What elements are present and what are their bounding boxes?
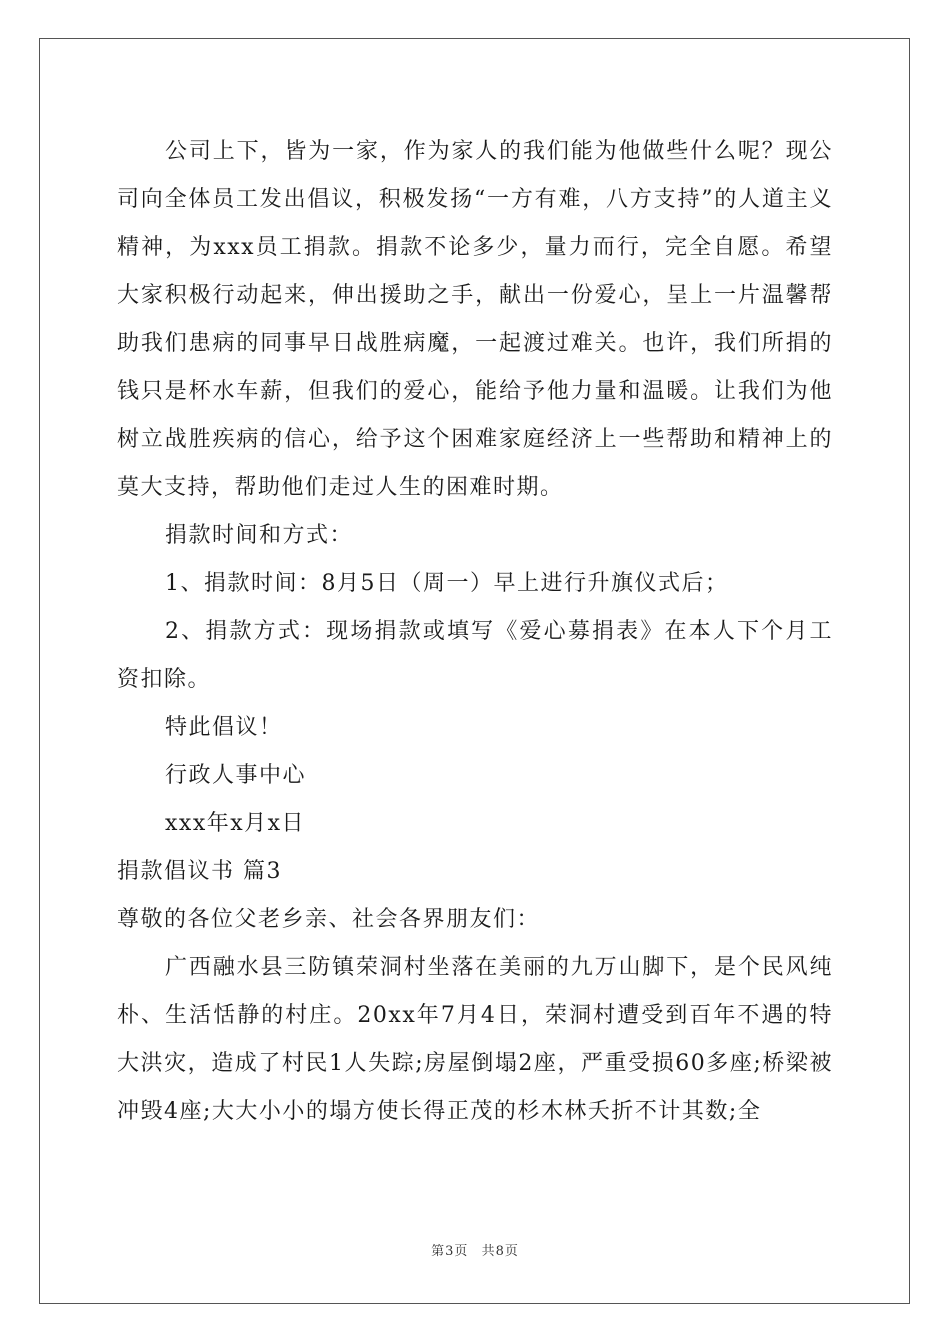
signature-department: 行政人事中心 <box>165 763 307 788</box>
paragraph-donation-time: 1、捐款时间：8月5日（周一）早上进行升旗仪式后； <box>165 571 729 596</box>
page-number: 第3页 <box>431 1244 469 1259</box>
paragraph-village-description: 广西融水县三防镇荣洞村坐落在美丽的九万山脚下，是个民风纯朴、生活恬静的村庄。20xx年7月4日，荣洞村遭受到百年不遇的特大洪灾，造成了村民1人失踪;房屋倒塌2座，严重受损60多座;桥梁被冲毁4座;大大小小的塌方使长得正茂的杉木林夭折不计其数;全 <box>117 955 833 1124</box>
paragraph-closing: 特此倡议！ <box>165 715 283 740</box>
paragraph-appeal: 公司上下，皆为一家，作为家人的我们能为他做些什么呢？现公司向全体员工发出倡议，积极发扬“一方有难，八方支持”的人道主义精神，为xxx员工捐款。捐款不论多少，量力而行，完全自愿。希望大家积极行动起来，伸出援助之手，献出一份爱心，呈上一片温馨帮助我们患病的同事早日战胜病魔，一起渡过难关。也许，我们所捐的钱只是杯水车薪，但我们的爱心，能给予他力量和温暖。让我们为他树立战胜疾病的信心，给予这个困难家庭经济上一些帮助和精神上的莫大支持，帮助他们走过人生的困难时期。 <box>117 139 833 500</box>
section-title: 捐款倡议书 篇3 <box>117 859 282 884</box>
salutation: 尊敬的各位父老乡亲、社会各界朋友们： <box>117 907 541 932</box>
paragraph-donation-method-heading: 捐款时间和方式： <box>165 523 354 548</box>
paragraph-donation-way: 2、捐款方式：现场捐款或填写《爱心募捐表》在本人下个月工资扣除。 <box>117 619 833 692</box>
signature-date: xxx年x月x日 <box>165 811 306 836</box>
page-total: 共8页 <box>481 1244 519 1259</box>
document-body <box>117 128 833 1136</box>
page-footer <box>0 1240 950 1259</box>
